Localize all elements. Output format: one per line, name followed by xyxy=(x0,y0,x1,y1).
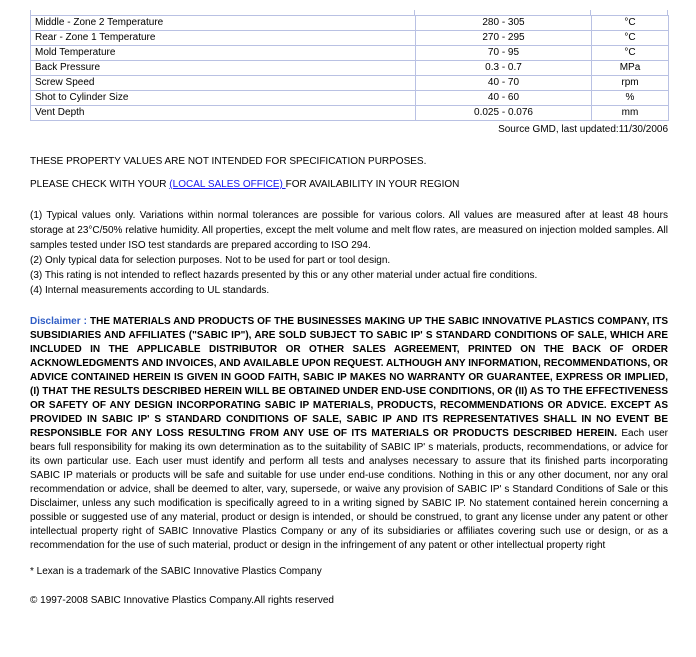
footnote: (3) This rating is not intended to reflect hazards presented by this or any other material under actual fire conditions. xyxy=(30,270,538,281)
property-unit-cell: °C xyxy=(592,46,669,61)
table-cutoff-border-stub xyxy=(667,10,668,15)
property-unit-cell: °C xyxy=(592,16,669,31)
property-value-cell: 40 - 60 xyxy=(416,91,592,106)
property-value-cell: 0.3 - 0.7 xyxy=(416,61,592,76)
table-row xyxy=(31,16,669,31)
property-name-cell: Middle - Zone 2 Temperature xyxy=(31,16,416,31)
spec-notice: THESE PROPERTY VALUES ARE NOT INTENDED FOR SPECIFICATION PURPOSES. xyxy=(30,156,427,167)
disclaimer-regular-text: Each user bears full responsibility for making its own determination as to the suitability of SABIC IP' s materials, products, recommendations, or advice for its own particular use. Each user must identify and perform all tests and analyses necessary to assure that its finished parts incorporating SABIC IP materials or products will be safe and suitable for use under end-use conditions. Nothing in this or any other document, nor any oral recommendation or advice, shall be deemed to alter, vary, supersede, or waive any provision of SABIC IP' s Standard Conditions of Sale or this Disclaimer, unless any such modification is specifically agreed to in a writing signed by SABIC IP. No statement contained herein concerning a possible or suggested use of any material, product or design is intended, or should be construed, to grant any license under any patent or other intellectual property right of SABIC Innovative Plastics Company or any of its subsidiaries or affiliates covering such use or design, or as a recommendation for the use of such material, product or design in the infringement of any patent or other intellectual property right xyxy=(30,428,668,551)
table-row xyxy=(31,91,669,106)
property-name-cell: Screw Speed xyxy=(31,76,416,91)
property-value-cell: 280 - 305 xyxy=(416,16,592,31)
table-cutoff-border-stub xyxy=(414,10,415,15)
property-name-cell: Mold Temperature xyxy=(31,46,416,61)
property-unit-cell: rpm xyxy=(592,76,669,91)
property-name-cell: Back Pressure xyxy=(31,61,416,76)
property-value-cell: 40 - 70 xyxy=(416,76,592,91)
processing-parameters-table xyxy=(30,15,669,121)
table-cutoff-border-stub xyxy=(590,10,591,15)
availability-suffix: FOR AVAILABILITY IN YOUR REGION xyxy=(285,179,460,190)
source-note: Source GMD, last updated:11/30/2006 xyxy=(498,124,668,135)
footnote: (1) Typical values only. Variations within normal tolerances are possible for various colors. All values are measured after at least 48 hours storage at 23°C/50% relative humidity. All properties, except the melt volume and melt flow rates, are measured on injection molded samples. All samples tested under ISO test standards are prepared according to ISO 294. xyxy=(30,210,668,251)
table-row xyxy=(31,61,669,76)
property-value-cell: 70 - 95 xyxy=(416,46,592,61)
property-unit-cell: % xyxy=(592,91,669,106)
local-sales-office-link[interactable]: (LOCAL SALES OFFICE) xyxy=(169,179,286,190)
processing-parameters-table-wrap xyxy=(30,15,668,121)
disclaimer-bold-text: THE MATERIALS AND PRODUCTS OF THE BUSINESSES MAKING UP THE SABIC INNOVATIVE PLASTICS COMPANY, ITS SUBSIDIARIES AND AFFILIATES ("SABIC IP"), ARE SOLD SUBJECT TO SABIC IP' S STANDARD CONDITIONS OF SALE, WHICH ARE INCLUDED IN THE APPLICABLE DISTRIBUTOR OR OTHER SALES AGREEMENT, PRINTED ON THE BACK OF ORDER ACKNOWLEDGMENTS AND INVOICES, AND AVAILABLE UPON REQUEST. ALTHOUGH ANY INFORMATION, RECOMMENDATIONS, OR ADVICE CONTAINED HEREIN IS GIVEN IN GOOD FAITH, SABIC IP MAKES NO WARRANTY OR GUARANTEE, EXPRESS OR IMPLIED, (I) THAT THE RESULTS DESCRIBED HEREIN WILL BE OBTAINED UNDER END-USE CONDITIONS, OR (II) AS TO THE EFFECTIVENESS OR SAFETY OF ANY DESIGN INCORPORATING SABIC IP MATERIALS, PRODUCTS, RECOMMENDATIONS OR ADVICE. EXCEPT AS PROVIDED IN SABIC IP' S STANDARD CONDITIONS OF SALE, SABIC IP AND ITS REPRESENTATIVES SHALL IN NO EVENT BE RESPONSIBLE FOR ANY LOSS RESULTING FROM ANY USE OF ITS MATERIALS OR PRODUCTS DESCRIBED HEREIN. xyxy=(30,316,668,439)
disclaimer-paragraph xyxy=(30,315,668,553)
table-row xyxy=(31,31,669,46)
table-row xyxy=(31,106,669,121)
property-value-cell: 270 - 295 xyxy=(416,31,592,46)
property-unit-cell: °C xyxy=(592,31,669,46)
table-cutoff-border-stub xyxy=(30,10,31,15)
table-row xyxy=(31,46,669,61)
footnote: (2) Only typical data for selection purposes. Not to be used for part or tool design. xyxy=(30,255,391,266)
property-unit-cell: MPa xyxy=(592,61,669,76)
property-value-cell: 0.025 - 0.076 xyxy=(416,106,592,121)
property-unit-cell: mm xyxy=(592,106,669,121)
footnote: (4) Internal measurements according to UL standards. xyxy=(30,285,270,296)
property-name-cell: Rear - Zone 1 Temperature xyxy=(31,31,416,46)
table-row xyxy=(31,76,669,91)
copyright-notice: © 1997-2008 SABIC Innovative Plastics Company.All rights reserved xyxy=(30,595,334,606)
disclaimer-label: Disclaimer : xyxy=(30,316,90,327)
property-name-cell: Vent Depth xyxy=(31,106,416,121)
availability-notice xyxy=(30,178,668,191)
footnotes-block xyxy=(30,208,668,298)
property-name-cell: Shot to Cylinder Size xyxy=(31,91,416,106)
availability-prefix: PLEASE CHECK WITH YOUR xyxy=(30,179,170,190)
trademark-note: * Lexan is a trademark of the SABIC Innovative Plastics Company xyxy=(30,566,322,577)
